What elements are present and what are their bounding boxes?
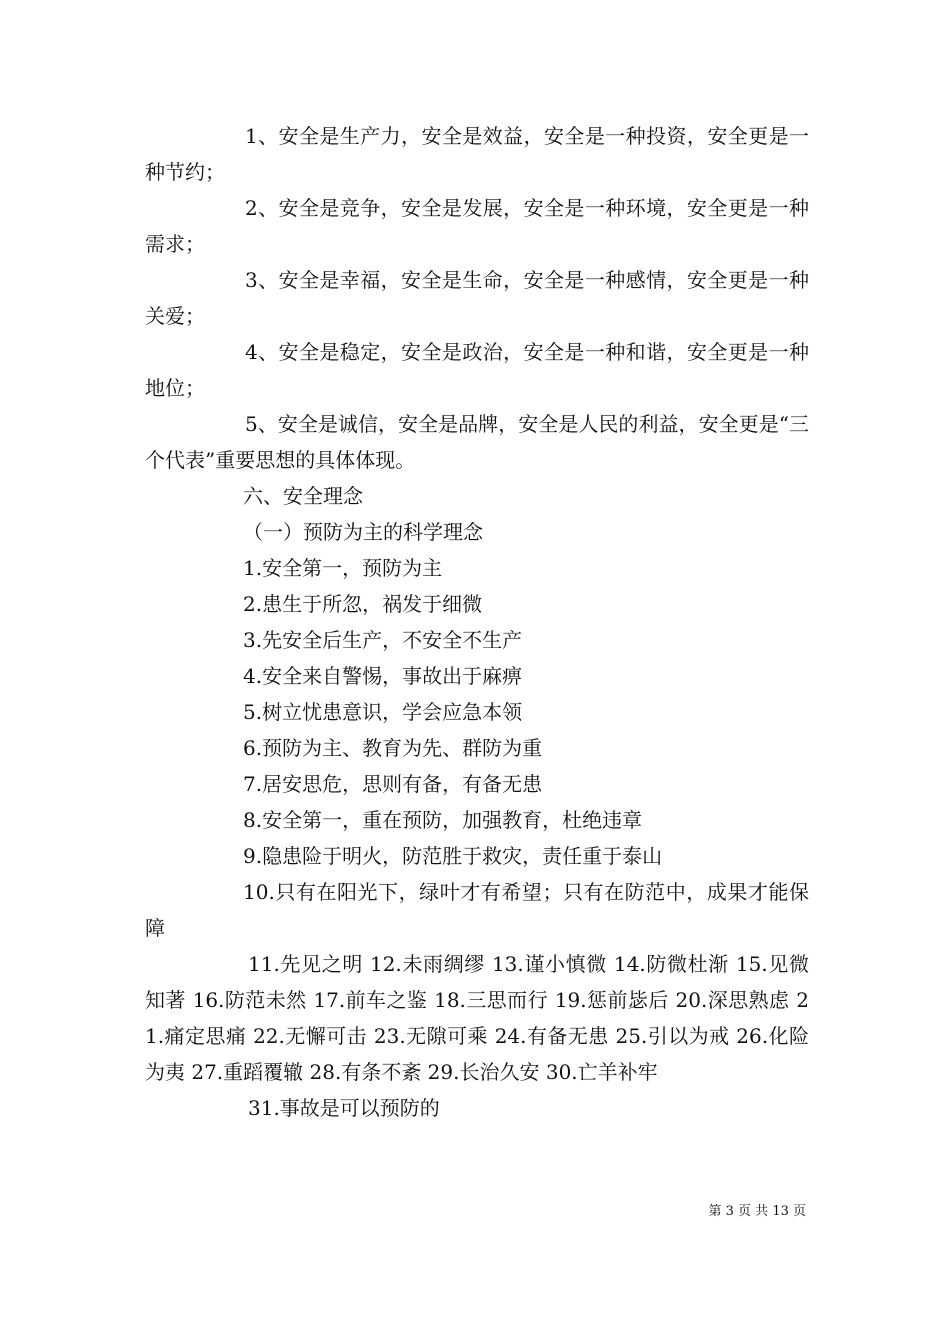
paragraph: 1、安全是生产力，安全是效益，安全是一种投资，安全更是一种节约； (145, 124, 809, 184)
subsection-heading: （一）预防为主的科学理念 (243, 520, 483, 544)
page-footer: 第 3 页 共 13 页 (708, 1204, 806, 1219)
paragraph: 4、安全是稳定，安全是政治，安全是一种和谐，安全更是一种地位； (145, 340, 809, 400)
list-item: 11.先见之明 12.未雨绸缪 13.谨小慎微 14.防微杜渐 15.见微知著 16.防范未然 17.前车之鉴 18.三思而行 19.惩前毖后 20.深思熟虑 21.痛定思痛 22.无懈可击 23.无隙可乘 24.有备无患 25.引以为戒 26.化险为夷 27.重蹈覆辙 28.有条不紊 29.长治久安 30.亡羊补牢 (145, 952, 809, 1084)
list-item: 5.树立忧患意识，学会应急本领 (243, 700, 523, 724)
paragraph: 5、安全是诚信，安全是品牌，安全是人民的利益，安全更是“三个代表”重要思想的具体体现。 (145, 412, 809, 472)
list-item: 2.患生于所忽，祸发于细微 (243, 592, 483, 616)
list-item: 10.只有在阳光下，绿叶才有希望；只有在防范中，成果才能保障 (145, 880, 809, 940)
list-item: 6.预防为主、教育为先、群防为重 (243, 736, 543, 760)
section-heading: 六、安全理念 (243, 484, 363, 508)
paragraph: 3、安全是幸福，安全是生命，安全是一种感情，安全更是一种关爱； (145, 268, 809, 328)
document-body (145, 118, 809, 1126)
paragraph: 2、安全是竞争，安全是发展，安全是一种环境，安全更是一种需求； (145, 196, 809, 256)
list-item: 8.安全第一，重在预防，加强教育，杜绝违章 (243, 808, 643, 832)
list-item: 31.事故是可以预防的 (248, 1096, 440, 1120)
list-item: 3.先安全后生产，不安全不生产 (243, 628, 523, 652)
list-item: 9.隐患险于明火，防范胜于救灾，责任重于泰山 (243, 844, 663, 868)
list-item: 4.安全来自警惕，事故出于麻痹 (243, 664, 523, 688)
list-item: 7.居安思危，思则有备，有备无患 (243, 772, 543, 796)
list-item: 1.安全第一，预防为主 (243, 556, 443, 580)
